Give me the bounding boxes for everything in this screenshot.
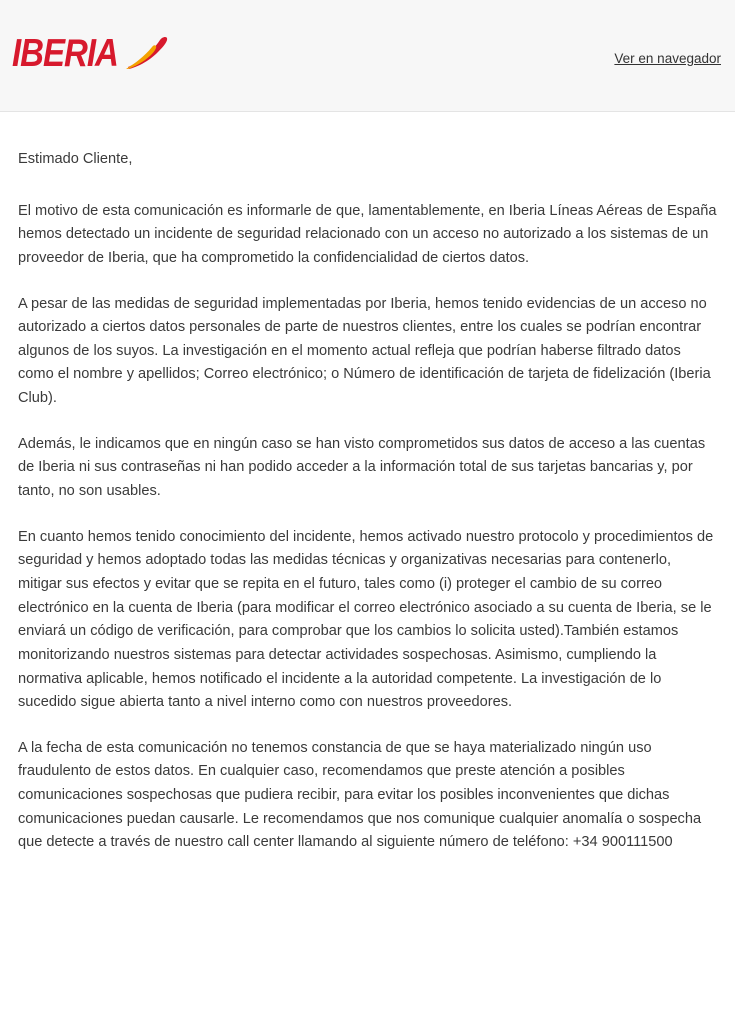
view-in-browser-link[interactable]: Ver en navegador xyxy=(614,51,721,66)
letter-content xyxy=(0,112,735,865)
paragraph-1: El motivo de esta comunicación es informarle de que, lamentablemente, en Iberia Líneas Aéreas de España hemos detectado un incidente de seguridad relacionado con un acceso no autorizado a los sistemas de un proveedor de Iberia, que ha comprometido la confidencialidad de ciertos datos. xyxy=(18,202,717,266)
iberia-swoosh-icon xyxy=(124,36,168,70)
greeting-text: Estimado Cliente, xyxy=(18,151,133,167)
paragraph-3: Además, le indicamos que en ningún caso se han visto comprometidos sus datos de acceso a las cuentas de Iberia ni sus contraseñas ni han podido acceder a la información total de sus tarjetas bancarias y, por tanto, no son usables. xyxy=(18,435,706,500)
email-header xyxy=(0,0,735,112)
paragraph-2: A pesar de las medidas de seguridad implementadas por Iberia, hemos tenido evidencias de un acceso no autorizado a ciertos datos personales de parte de nuestros clientes, entre los cuales se podrían encontrar algunos de los suyos. La investigación en el momento actual refleja que podrían haberse filtrado datos como el nombre y apellidos; Correo electrónico; o Número de identificación de tarjeta de fidelización (Iberia Club). xyxy=(18,295,711,407)
iberia-logo xyxy=(12,30,168,75)
iberia-wordmark: IBERIA xyxy=(12,30,118,75)
paragraph-5: A la fecha de esta comunicación no tenemos constancia de que se haya materializado ningún uso fraudulento de estos datos. En cualquier caso, recomendamos que preste atención a posibles comunicaciones sospechosas que pudiera recibir, para evitar los posibles inconvenientes que dichas comunicaciones puedan causarle. Le recomendamos que nos comunique cualquier anomalía o sospecha que detecte a través de nuestro call center llamando al siguiente número de teléfono: +34 900111500 xyxy=(18,739,702,851)
paragraph-4: En cuanto hemos tenido conocimiento del incidente, hemos activado nuestro protocolo y procedimientos de seguridad y hemos adoptado todas las medidas técnicas y organizativas necesarias para contenerlo, mitigar sus efectos y evitar que se repita en el futuro, tales como (i) proteger el cambio de su correo electrónico en la cuenta de Iberia (para modificar el correo electrónico asociado a su cuenta de Iberia, se le enviará un código de verificación, para comprobar que los cambios lo solicita usted).También estamos monitorizando nuestros sistemas para detectar actividades sospechosas. Asimismo, cumpliendo la normativa aplicable, hemos notificado el incidente a la autoridad competente. La investigación de lo sucedido sigue abierta tanto a nivel interno como con nuestros proveedores. xyxy=(18,528,714,711)
